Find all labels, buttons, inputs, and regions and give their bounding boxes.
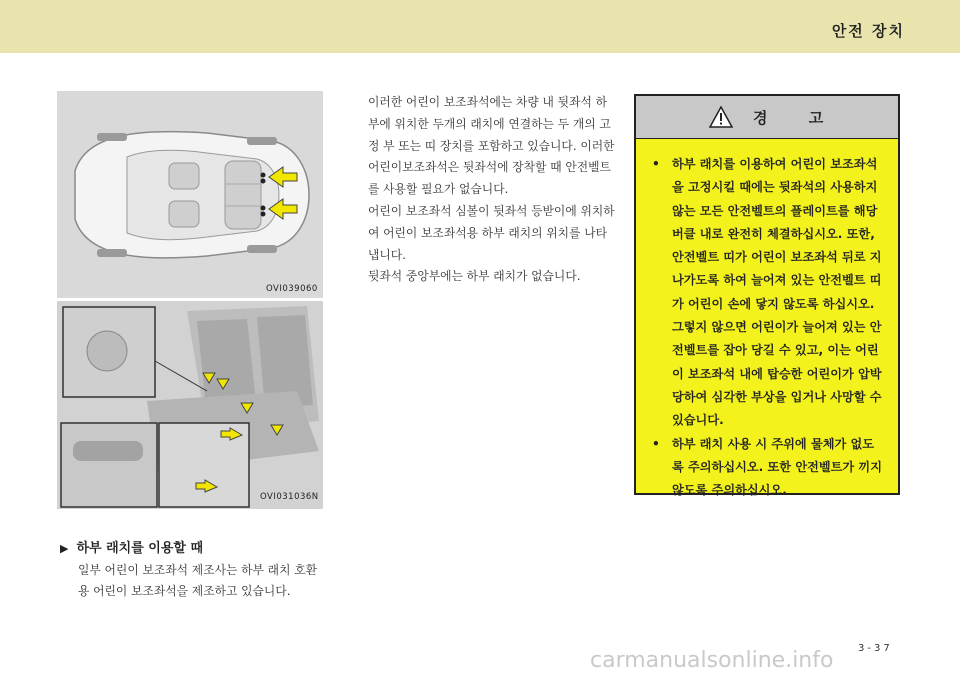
warning-triangle-icon <box>709 106 733 128</box>
figure-code: OVI031036N <box>260 492 319 502</box>
watermark: carmanualsonline.info <box>590 648 834 673</box>
rear-seat-figure <box>57 301 323 509</box>
subsection-title: 하부 래치를 이용할 때 <box>76 541 204 556</box>
figure-code: OVI039060 <box>266 284 318 294</box>
page-number: 3-37 <box>858 643 893 654</box>
body-paragraph: 어린이 보조좌석 심볼이 뒷좌석 등받이에 위치하여 어린이 보조좌석용 하부 래치의 위치를 나타냅니다. <box>368 203 615 262</box>
triangle-bullet-icon: ▶ <box>60 542 69 555</box>
body-paragraph: 이러한 어린이 보조좌석에는 차량 내 뒷좌석 하부에 위치한 두개의 래치에 연결하는 두 개의 고정 부 또는 띠 장치를 포함하고 있습니다. 이러한 어린이보조좌석은 뒷좌석에 장착할 때 안전벨트를 사용할 필요가 없습니다. <box>368 95 615 197</box>
rear-seat-illustration <box>57 301 323 509</box>
car-top-view-figure <box>57 91 323 298</box>
warning-item: • 하부 래치를 이용하여 어린이 보조좌석을 고정시킬 때에는 뒷좌석의 사용하지 않는 모든 안전벨트의 플레이트를 해당 버클 내로 완전히 체결하십시오. 또한, 안전벨트 띠가 어린이 보조좌석 뒤로 지나가도록 하여 늘어져 있는 안전벨트 띠가 어린이 손에 닿지 않도록 하십시오. 그렇지 않으면 어린이가 늘어져 있는 안전벨트를 잡아 당길 수 있고, 이는 어린이 보조좌석 내에 탑승한 어린이가 압박당하여 심각한 부상을 입거나 사망할 수 있습니다. <box>652 153 884 433</box>
warning-header <box>636 96 898 139</box>
subsection-text: 일부 어린이 보조좌석 제조사는 하부 래치 호환용 어린이 보조좌석을 제조하고 있습니다. <box>78 563 318 598</box>
warning-title: 경 고 <box>753 109 842 127</box>
warning-item: • 하부 래치 사용 시 주위에 물체가 없도록 주의하십시오. 또한 안전벨트가 끼지 않도록 주의하십시오. <box>652 433 884 503</box>
subsection-heading <box>60 537 203 556</box>
header-band <box>0 0 960 53</box>
body-paragraph: 뒷좌석 중앙부에는 하부 래치가 없습니다. <box>368 269 581 284</box>
warning-list <box>636 139 898 502</box>
warning-box <box>634 94 900 498</box>
car-top-view-illustration <box>57 91 323 298</box>
section-title: 안전 장치 <box>831 22 905 40</box>
body-text <box>368 92 618 288</box>
